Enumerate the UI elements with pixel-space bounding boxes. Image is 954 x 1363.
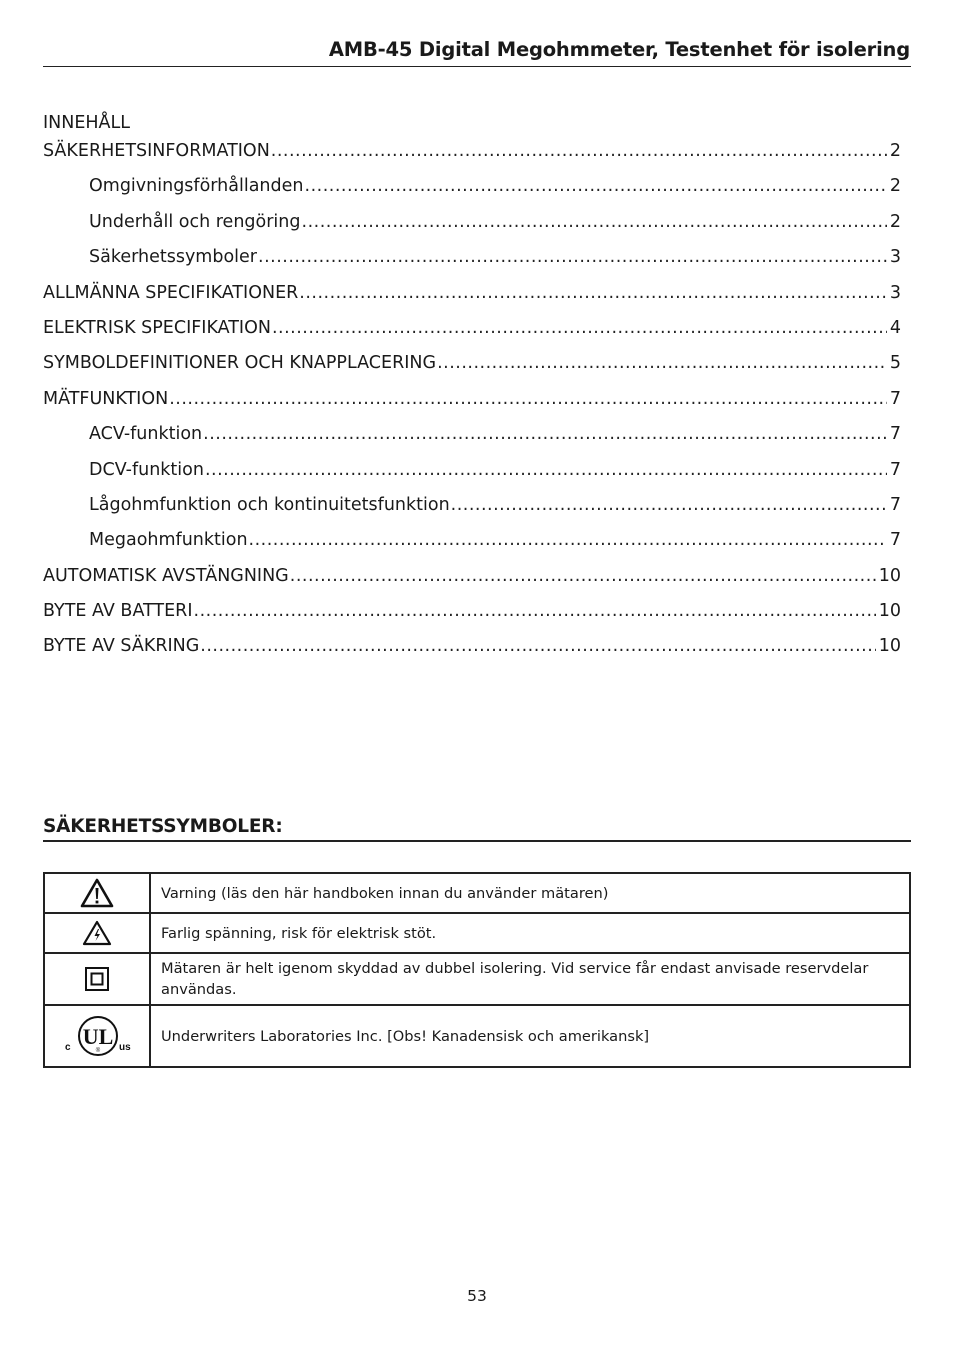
toc-entry-page: 3 [889,247,901,268]
toc-entry [43,566,901,601]
toc-entry-page: 7 [889,459,901,480]
high-voltage-triangle-icon [44,913,150,953]
toc-entry-page: 7 [889,424,901,445]
table-of-contents [43,141,901,672]
ul-mark-c: c [65,1042,71,1053]
toc-dot-leader [305,176,887,196]
toc-dot-leader [169,389,887,409]
toc-entry-label: BYTE AV SÄKRING [43,636,200,657]
toc-dot-leader [200,636,875,656]
toc-entry-page: 2 [889,176,901,197]
toc-entry-label: Lågohmfunktion och kontinuitetsfunktion [89,494,450,515]
toc-entry-label: Omgivningsförhållanden [89,176,304,197]
toc-entry-label: DCV-funktion [89,459,204,480]
symbol-description: Mätaren är helt igenom skyddad av dubbel isolering. Vid service får endast anvisade reservdelar användas. [150,953,910,1005]
symbol-description: Farlig spänning, risk för elektrisk stöt. [150,913,910,953]
toc-entry [43,495,901,530]
toc-dot-leader [451,495,887,515]
toc-dot-leader [290,566,876,586]
toc-entry-page: 7 [889,530,901,551]
toc-entry-page: 2 [889,211,901,232]
double-insulation-icon [44,953,150,1005]
toc-entry [43,389,901,424]
table-row [44,1005,910,1067]
toc-entry-label: BYTE AV BATTERI [43,601,193,622]
svg-text:®: ® [95,1048,101,1054]
toc-dot-leader [437,353,887,373]
toc-entry [43,601,901,636]
page-header-title: AMB-45 Digital Megohmmeter, Testenhet för isolering [328,38,910,61]
toc-entry-label: SYMBOLDEFINITIONER OCH KNAPPLACERING [43,353,437,374]
toc-dot-leader [194,601,876,621]
toc-entry-page: 10 [878,601,901,622]
toc-entry [43,318,901,353]
toc-entry [43,424,901,459]
table-row [44,913,910,953]
ul-listing-icon [44,1005,150,1067]
toc-entry [43,212,901,247]
toc-entry [43,247,901,282]
page-number: 53 [467,1287,487,1305]
toc-dot-leader [205,460,887,480]
toc-entry-label: Underhåll och rengöring [89,211,301,232]
toc-entry-label: AUTOMATISK AVSTÄNGNING [43,565,289,586]
toc-entry-page: 7 [889,388,901,409]
symbol-description: Varning (läs den här handboken innan du använder mätaren) [150,873,910,913]
toc-entry-page: 10 [878,565,901,586]
toc-entry [43,283,901,318]
section-title: SÄKERHETSSYMBOLER: [43,816,283,837]
toc-entry [43,460,901,495]
toc-entry [43,636,901,671]
warning-triangle-icon [44,873,150,913]
toc-entry-label: ACV-funktion [89,424,203,445]
toc-entry-page: 10 [878,636,901,657]
toc-entry-page: 5 [889,353,901,374]
toc-entry-label: Säkerhetssymboler [89,247,257,268]
toc-entry [43,141,901,176]
ul-mark-us: us [119,1042,131,1053]
table-row [44,953,910,1005]
toc-entry-page: 3 [889,282,901,303]
toc-entry [43,176,901,211]
toc-dot-leader [272,318,887,338]
toc-dot-leader [299,283,887,303]
header-divider [43,66,911,67]
toc-entry-label: Megaohmfunktion [89,530,248,551]
section-divider [43,840,911,842]
toc-dot-leader [302,212,887,232]
toc-entry-page: 2 [889,141,901,161]
toc-entry [43,530,901,565]
toc-entry-label: ELEKTRISK SPECIFIKATION [43,317,271,338]
safety-symbols-table [43,872,911,1068]
toc-entry-label: SÄKERHETSINFORMATION [43,141,270,161]
toc-entry-page: 7 [889,494,901,515]
toc-dot-leader [258,247,887,267]
toc-entry [43,353,901,388]
toc-dot-leader [203,424,887,444]
ul-mark-text: UL [82,1024,114,1049]
toc-dot-leader [249,530,887,550]
table-row [44,873,910,913]
toc-entry-page: 4 [889,317,901,338]
symbol-description: Underwriters Laboratories Inc. [Obs! Kanadensisk och amerikansk] [150,1005,910,1067]
toc-entry-label: MÄTFUNKTION [43,388,169,409]
toc-entry-label: ALLMÄNNA SPECIFIKATIONER [43,282,299,303]
toc-dot-leader [271,141,887,161]
toc-heading: INNEHÅLL [43,113,131,133]
